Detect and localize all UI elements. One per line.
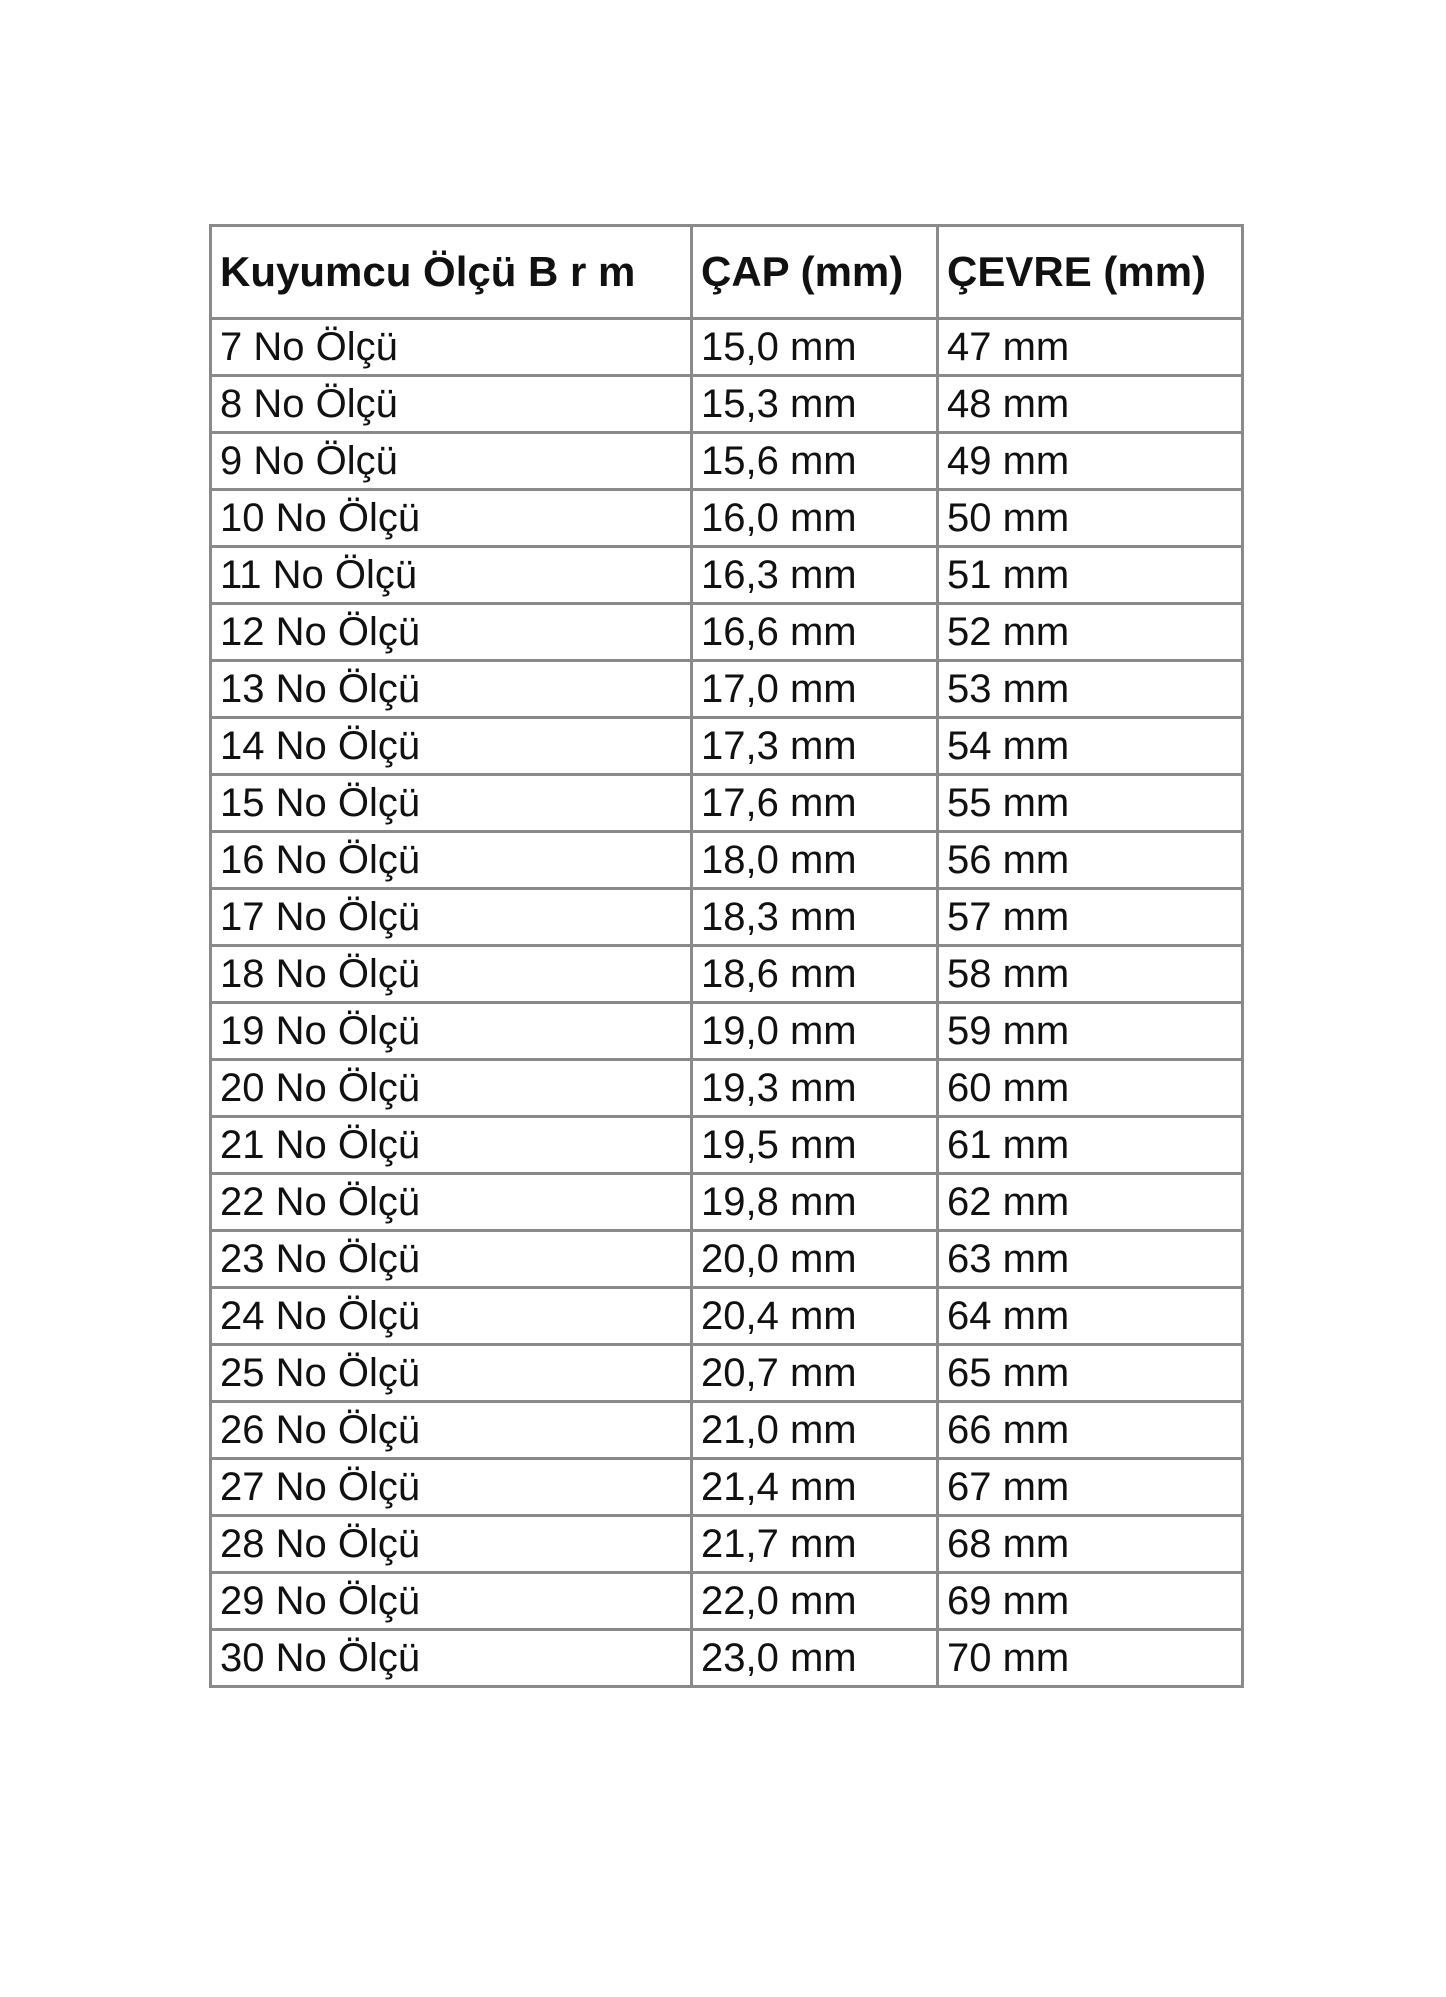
size-cell: 22 No Ölçü [211,1174,692,1231]
column-header-circumference: ÇEVRE (mm) [938,226,1243,319]
column-header-diameter: ÇAP (mm) [692,226,938,319]
table-body [211,319,1243,1687]
size-cell: 20 No Ölçü [211,1060,692,1117]
size-cell: 7 No Ölçü [211,319,692,376]
size-cell: 13 No Ölçü [211,661,692,718]
circumference-cell: 70 mm [938,1630,1243,1687]
circumference-cell: 69 mm [938,1573,1243,1630]
diameter-cell: 19,8 mm [692,1174,938,1231]
table-row [211,1630,1243,1687]
diameter-cell: 18,3 mm [692,889,938,946]
table-row [211,490,1243,547]
size-cell: 27 No Ölçü [211,1459,692,1516]
circumference-cell: 47 mm [938,319,1243,376]
size-cell: 25 No Ölçü [211,1345,692,1402]
circumference-cell: 49 mm [938,433,1243,490]
circumference-cell: 57 mm [938,889,1243,946]
table-row [211,319,1243,376]
diameter-cell: 19,5 mm [692,1117,938,1174]
table-row [211,547,1243,604]
diameter-cell: 19,3 mm [692,1060,938,1117]
circumference-cell: 51 mm [938,547,1243,604]
diameter-cell: 22,0 mm [692,1573,938,1630]
table-row [211,376,1243,433]
size-cell: 16 No Ölçü [211,832,692,889]
table-row [211,1345,1243,1402]
diameter-cell: 16,0 mm [692,490,938,547]
diameter-cell: 17,0 mm [692,661,938,718]
diameter-cell: 18,0 mm [692,832,938,889]
table-row [211,1174,1243,1231]
size-cell: 29 No Ölçü [211,1573,692,1630]
diameter-cell: 21,0 mm [692,1402,938,1459]
size-cell: 30 No Ölçü [211,1630,692,1687]
size-cell: 14 No Ölçü [211,718,692,775]
size-cell: 11 No Ölçü [211,547,692,604]
circumference-cell: 53 mm [938,661,1243,718]
diameter-cell: 15,6 mm [692,433,938,490]
circumference-cell: 50 mm [938,490,1243,547]
diameter-cell: 20,4 mm [692,1288,938,1345]
size-cell: 24 No Ölçü [211,1288,692,1345]
table-row [211,718,1243,775]
circumference-cell: 64 mm [938,1288,1243,1345]
column-header-size: Kuyumcu Ölçü B r m [211,226,692,319]
diameter-cell: 23,0 mm [692,1630,938,1687]
table-row [211,775,1243,832]
size-cell: 17 No Ölçü [211,889,692,946]
diameter-cell: 16,3 mm [692,547,938,604]
circumference-cell: 62 mm [938,1174,1243,1231]
size-cell: 18 No Ölçü [211,946,692,1003]
diameter-cell: 21,4 mm [692,1459,938,1516]
circumference-cell: 60 mm [938,1060,1243,1117]
circumference-cell: 54 mm [938,718,1243,775]
table-row [211,1003,1243,1060]
diameter-cell: 15,0 mm [692,319,938,376]
diameter-cell: 20,0 mm [692,1231,938,1288]
table-row [211,1231,1243,1288]
circumference-cell: 65 mm [938,1345,1243,1402]
size-cell: 21 No Ölçü [211,1117,692,1174]
table-row [211,661,1243,718]
diameter-cell: 15,3 mm [692,376,938,433]
diameter-cell: 20,7 mm [692,1345,938,1402]
size-cell: 9 No Ölçü [211,433,692,490]
size-cell: 12 No Ölçü [211,604,692,661]
circumference-cell: 63 mm [938,1231,1243,1288]
size-cell: 26 No Ölçü [211,1402,692,1459]
circumference-cell: 61 mm [938,1117,1243,1174]
table-row [211,604,1243,661]
size-cell: 23 No Ölçü [211,1231,692,1288]
table-row [211,889,1243,946]
circumference-cell: 68 mm [938,1516,1243,1573]
table-row [211,946,1243,1003]
circumference-cell: 55 mm [938,775,1243,832]
diameter-cell: 17,6 mm [692,775,938,832]
circumference-cell: 58 mm [938,946,1243,1003]
circumference-cell: 48 mm [938,376,1243,433]
size-cell: 10 No Ölçü [211,490,692,547]
size-cell: 19 No Ölçü [211,1003,692,1060]
table-row [211,1516,1243,1573]
table-header-row [211,226,1243,319]
diameter-cell: 16,6 mm [692,604,938,661]
table-row [211,832,1243,889]
size-cell: 8 No Ölçü [211,376,692,433]
circumference-cell: 66 mm [938,1402,1243,1459]
table-row [211,1288,1243,1345]
table-row [211,1402,1243,1459]
diameter-cell: 18,6 mm [692,946,938,1003]
table-row [211,1459,1243,1516]
size-cell: 28 No Ölçü [211,1516,692,1573]
table-row [211,1573,1243,1630]
size-cell: 15 No Ölçü [211,775,692,832]
circumference-cell: 52 mm [938,604,1243,661]
table-row [211,1060,1243,1117]
diameter-cell: 17,3 mm [692,718,938,775]
table-row [211,1117,1243,1174]
circumference-cell: 67 mm [938,1459,1243,1516]
ring-size-table [209,224,1244,1688]
circumference-cell: 56 mm [938,832,1243,889]
table-row [211,433,1243,490]
diameter-cell: 19,0 mm [692,1003,938,1060]
circumference-cell: 59 mm [938,1003,1243,1060]
diameter-cell: 21,7 mm [692,1516,938,1573]
